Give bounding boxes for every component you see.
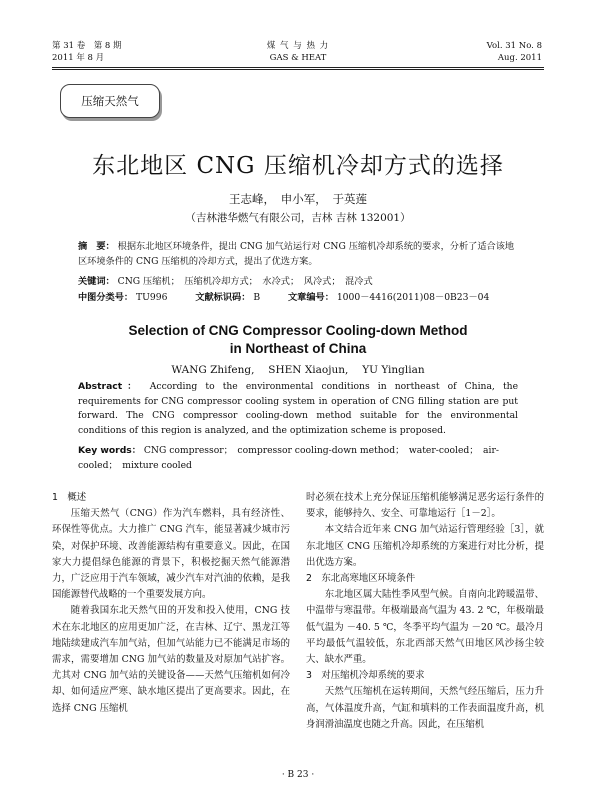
body-column-right bbox=[306, 490, 544, 733]
article-id-value: 1000－4416(2011)08－0B23－04 bbox=[336, 292, 490, 303]
abstract-en-text: According to the environmental conditions in northeast of China, the requirements for CNG compressor cooling system in operation of CNG filling station are put forward. The CNG compressor cooling-down method suitable for the environmental conditions of this region is analyzed, and the optimization scheme is proposed. bbox=[78, 381, 519, 436]
volume-issue-en: Vol. 31 No. 8 bbox=[486, 41, 542, 51]
section-1-paragraph-2: 随着我国东北天然气田的开发和投入使用，CNG 技术在东北地区的应用更加广泛，在吉林、辽宁、黑龙江等地陆续建成汽车加气站，但加气站能力已不能满足市场的需求，需要增加 CNG 加气站的数量及对原加气站扩容。尤其对 CNG 加气站的关键设备——天然气压缩机如何冷却、如何适应严寒、缺水地区提出了更高要求。因此，在选择 CNG 压缩机 bbox=[52, 605, 290, 714]
header-rule-bottom bbox=[52, 69, 544, 70]
section-3-heading: 3 对压缩机冷却系统的要求 bbox=[306, 670, 425, 682]
abstract-cn-label: 摘 要： bbox=[78, 241, 115, 252]
body-column-left bbox=[52, 490, 290, 717]
abstract-en-label: Abstract： bbox=[78, 381, 142, 392]
article-title-cn: 东北地区 CNG 压缩机冷却方式的选择 bbox=[92, 153, 504, 179]
section-2-paragraph-1: 东北地区属大陆性季风型气候。自南向北跨暖温带、中温带与寒温带。年极端最高气温为 43. 2 ℃，年极端最低气温为 －40. 5 ℃，冬季平均气温为 －20 ℃。最冷月平均最低气温较低，东北西部天然气田地区风沙扬尘较大、缺水严重。 bbox=[306, 589, 544, 666]
doc-code-label: 文献标识码： bbox=[195, 292, 251, 303]
article-id-label: 文章编号： bbox=[287, 292, 334, 303]
date-en: Aug. 2011 bbox=[497, 53, 542, 63]
section-3-paragraph-1: 天然气压缩机在运转期间，天然气经压缩后，压力升高，气体温度升高，气缸和填料的工作表面温度升高，机身润滑油温度也随之升高。因此，在压缩机 bbox=[306, 686, 544, 730]
affiliation-cn: （吉林港华燃气有限公司，吉林 吉林 132001） bbox=[185, 212, 411, 224]
page-number: · B 23 · bbox=[281, 770, 315, 780]
date-cn: 2011 年 8 月 bbox=[52, 53, 105, 63]
section-1-paragraph-2-continued: 时必须在技术上充分保证压缩机能够满足恶劣运行条件的要求，能够持久、安全、可靠地运行［1－2］。 bbox=[306, 492, 544, 520]
section-2-heading: 2 东北高寒地区环境条件 bbox=[306, 573, 416, 585]
article-title-en-line2: in Northeast of China bbox=[229, 341, 367, 356]
classification-line bbox=[78, 291, 518, 306]
authors-cn: 王志峰， 申小军， 于英莲 bbox=[229, 192, 367, 206]
journal-name-cn: 煤 气 与 热 力 bbox=[266, 41, 330, 51]
section-category-badge: 压缩天然气 bbox=[60, 84, 160, 118]
article-title-en-line1: Selection of CNG Compressor Cooling-down Method bbox=[128, 323, 468, 338]
section-1-paragraph-3: 本文结合近年来 CNG 加气站运行管理经验［3］，就东北地区 CNG 压缩机冷却系统的方案进行对比分析，提出优选方案。 bbox=[306, 524, 544, 568]
abstract-en bbox=[78, 380, 518, 438]
abstract-cn bbox=[78, 240, 518, 269]
authors-en: WANG Zhifeng, SHEN Xiaojun, YU Yinglian bbox=[171, 364, 425, 376]
keywords-en bbox=[78, 444, 518, 473]
section-1-paragraph-1: 压缩天然气（CNG）作为汽车燃料，具有经济性、环保性等优点。大力推广 CNG 汽车，能显著减少城市污染，对保护环境、改善能源结构有重要意义。因此，在国家大力提倡绿色能源的背景下，积极挖掘天然气能源潜力，广泛应用于汽车领域，减少汽车对汽油的依赖，是我国能源替代战略的一个重要发展方向。 bbox=[52, 508, 290, 601]
volume-issue-cn: 第 31 卷 第 8 期 bbox=[52, 41, 122, 51]
journal-name-en: GAS & HEAT bbox=[269, 53, 327, 63]
article-title-en bbox=[0, 322, 596, 358]
clc-label: 中图分类号： bbox=[78, 292, 134, 303]
keywords-cn-text: CNG 压缩机； 压缩机冷却方式； 水冷式； 风冷式； 混冷式 bbox=[117, 276, 373, 287]
header-rule-top bbox=[52, 67, 544, 68]
section-1-heading: 1 概述 bbox=[52, 492, 87, 503]
doc-code-value: B bbox=[253, 292, 261, 303]
keywords-cn-label: 关键词： bbox=[78, 276, 115, 287]
keywords-en-label: Key words： bbox=[78, 445, 141, 456]
running-header-right bbox=[487, 40, 542, 64]
keywords-cn bbox=[78, 275, 518, 290]
keywords-en-text: CNG compressor； compressor cooling-down method； water-cooled； air-cooled； mixture cooled bbox=[78, 445, 499, 471]
abstract-cn-text: 根据东北地区环境条件，提出 CNG 加气站运行对 CNG 压缩机冷却系统的要求，分析了适合该地区环境条件的 CNG 压缩机的冷却方式，提出了优选方案。 bbox=[78, 241, 515, 267]
clc-value: TU996 bbox=[136, 292, 168, 303]
